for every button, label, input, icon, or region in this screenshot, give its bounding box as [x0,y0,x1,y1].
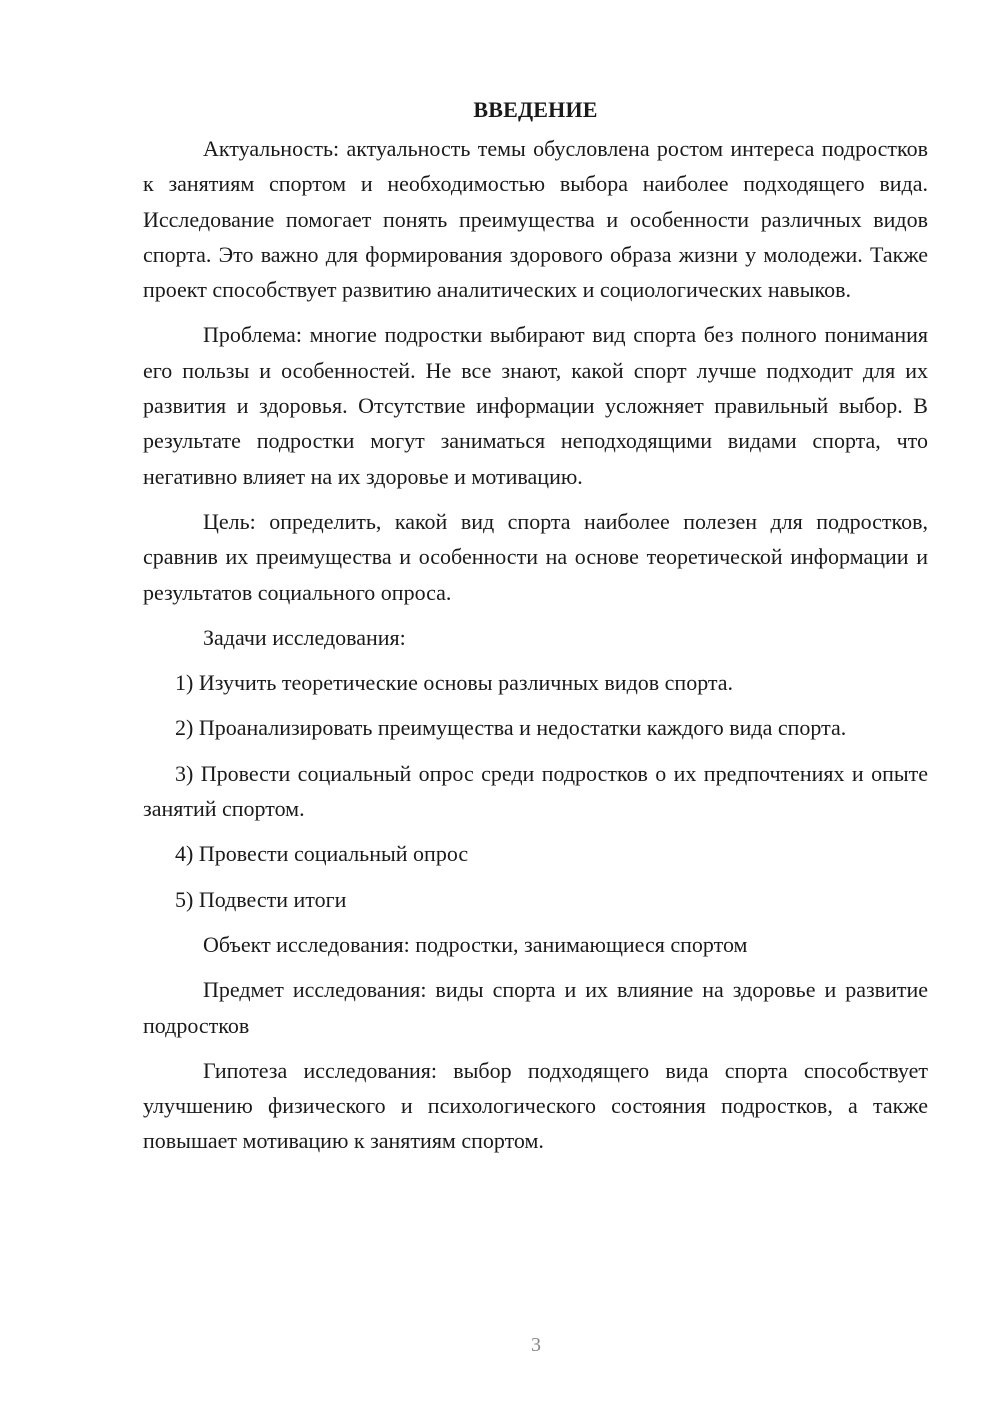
page-number: 3 [531,1334,541,1356]
task-item: 1) Изучить теоретические основы различных видов спорта. [175,670,734,696]
hypothesis-paragraph: Гипотеза исследования: выбор подходящего вида спорта способствует улучшению физического и психологического состояния подростков, а также повышает мотивацию к занятиям спортом. [143,1057,928,1154]
goal-paragraph: Цель: определить, какой вид спорта наиболее полезен для подростков, сравнив их преимущества и особенности на основе теоретической информации и результатов социального опроса. [143,508,928,605]
tasks-heading: Задачи исследования: [203,624,406,650]
task-item: 3) Провести социальный опрос среди подростков о их предпочтениях и опыте занятий спортом. [143,760,928,822]
task-item: 5) Подвести итоги [175,886,347,912]
document-page [143,92,928,1169]
problem-paragraph: Проблема: многие подростки выбирают вид спорта без полного понимания его пользы и особенностей. Не все знают, какой спорт лучше подходит для их развития и здоровья. Отсутствие информации усложняет правильный выбор. В результате подростки могут заниматься неподходящими видами спорта, что негативно влияет на их здоровье и мотивацию. [143,322,928,489]
subject-paragraph: Предмет исследования: виды спорта и их влияние на здоровье и развитие подростков [143,977,928,1038]
relevance-paragraph: Актуальность: актуальность темы обусловлена ростом интереса подростков к занятиям спортом и необходимостью выбора наиболее подходящего вида. Исследование помогает понять преимущества и особенности различных видов спорта. Это важно для формирования здорового образа жизни у молодежи. Также проект способствует развитию аналитических и социологических навыков. [143,136,928,303]
task-item: 2) Проанализировать преимущества и недостатки каждого вида спорта. [175,715,847,741]
page-title: ВВЕДЕНИЕ [473,97,598,122]
task-item: 4) Провести социальный опрос [175,841,469,867]
object-paragraph: Объект исследования: подростки, занимающиеся спортом [203,931,748,957]
